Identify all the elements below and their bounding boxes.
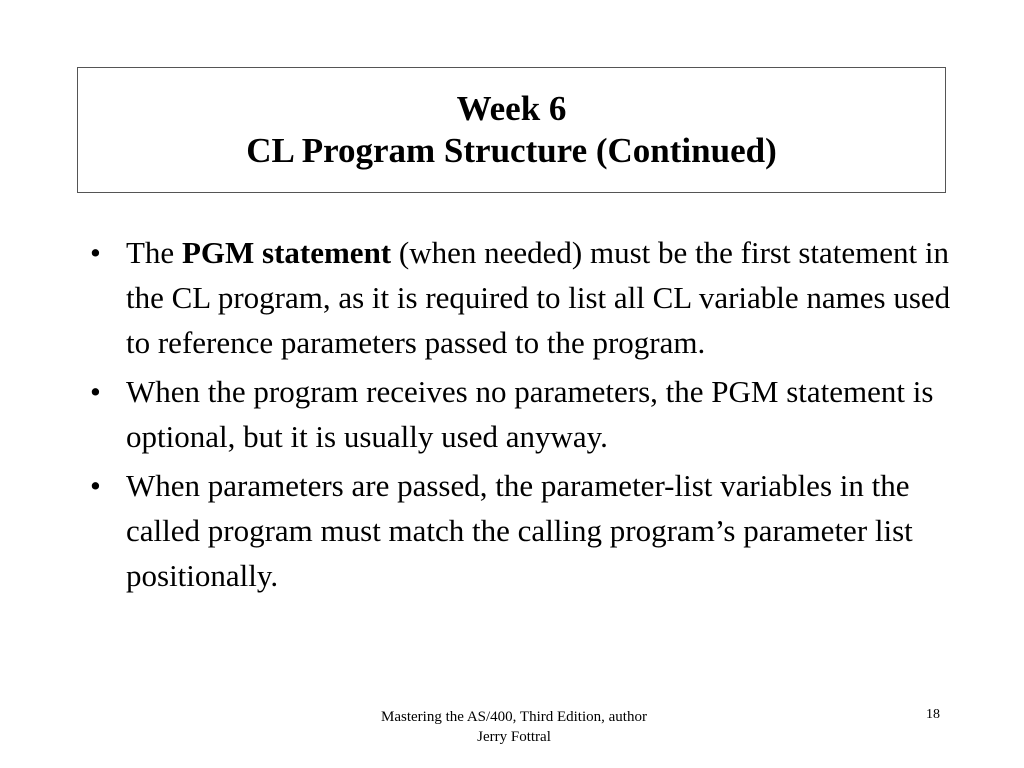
bullet-text: When parameters are passed, the parameter-list variables in the called program must match the calling program’s parameter list positionally. [126,468,913,593]
footer-line-2: Jerry Fottral [477,729,551,745]
bullet-text-pre: The [126,235,182,270]
title-box [77,67,946,193]
bullet-icon: • [90,468,101,503]
bullet-icon: • [90,235,101,270]
bullet-item [78,230,958,365]
slide-title-line-2: CL Program Structure (Continued) [246,131,777,170]
bullet-text-post: (when needed) must be the first statement in the CL program, as it is required to list all CL variable names used to reference parameters passed to the program. [126,235,951,360]
bullet-item [78,463,958,598]
bullet-text-bold: PGM statement [181,235,392,270]
bullet-list [78,230,958,602]
footer-credit [314,707,714,747]
slide-title-line-1: Week 6 [456,89,567,128]
footer-line-1: Mastering the AS/400, Third Edition, author [381,709,647,725]
bullet-icon: • [90,374,101,409]
bullet-item [78,369,958,459]
page-number: 18 [926,707,940,722]
bullet-text: When the program receives no parameters, the PGM statement is optional, but it is usually used anyway. [126,374,934,454]
